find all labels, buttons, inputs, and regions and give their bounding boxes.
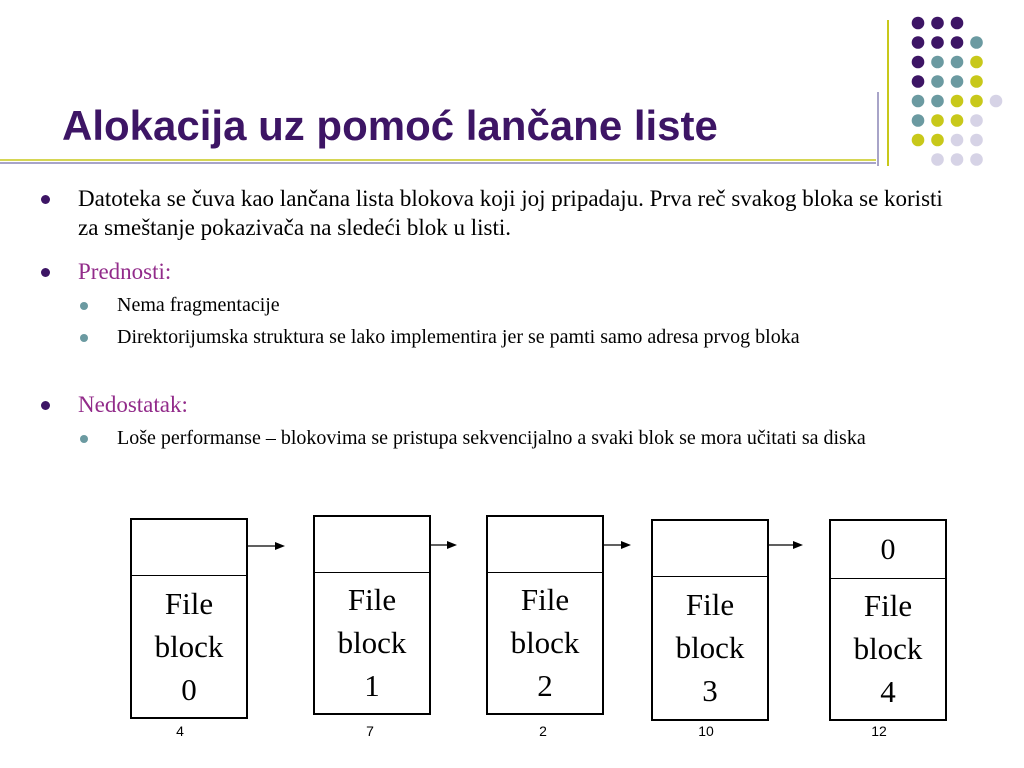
decor-dot (970, 153, 983, 166)
decor-dot (951, 75, 964, 88)
block-label-line: block (853, 631, 923, 666)
sub-bullet-dot (80, 302, 88, 310)
advantages-heading: Prednosti: (78, 259, 172, 284)
disadvantage-heading: Nedostatak: (78, 392, 188, 417)
decor-dot (970, 134, 983, 147)
decor-dot (970, 75, 983, 88)
decor-dot (912, 56, 925, 69)
decor-dot (912, 36, 925, 49)
block-address: 12 (871, 723, 887, 739)
sub-bullet-text: Direktorijumska struktura se lako implementira jer se pamti samo adresa prvog bloka (117, 326, 800, 348)
block-label-line: block (154, 628, 224, 664)
decor-dot (970, 36, 983, 49)
sub-bullet-dot (80, 334, 88, 342)
block-label-line: block (510, 625, 580, 660)
block-label (653, 576, 767, 719)
block-label-line: File (520, 582, 570, 617)
bullet-dot (41, 268, 50, 277)
block-number: 2 (537, 668, 553, 703)
decor-dot (951, 56, 964, 69)
decor-dot (931, 95, 944, 108)
pointer-field: 0 (831, 521, 945, 579)
file-block-4 (829, 519, 947, 721)
block-address: 10 (698, 723, 714, 739)
pointer-field (653, 521, 767, 577)
file-block-1 (313, 515, 431, 715)
decor-dot (951, 114, 964, 127)
sub-bullet-text: Nema fragmentacije (117, 294, 280, 316)
arrow-head (447, 541, 457, 549)
block-label-line: File (164, 585, 214, 621)
decor-dot (912, 95, 925, 108)
decor-dot (951, 95, 964, 108)
decorative-dot-grid (912, 17, 1003, 166)
block-address: 4 (176, 723, 184, 739)
block-number: 1 (364, 668, 380, 703)
bullet-text: Datoteka se čuva kao lančana lista blokova koji joj pripadaju. Prva reč svakog bloka se koristi za smeštanje pokazivača na sledeći blok u listi. (78, 186, 943, 240)
decor-dot (912, 17, 925, 30)
pointer-field (488, 517, 602, 573)
decor-dot (931, 56, 944, 69)
decor-dot (951, 17, 964, 30)
decor-dot (931, 17, 944, 30)
decor-dot (951, 153, 964, 166)
pointer-field (132, 520, 246, 576)
block-number: 4 (880, 674, 896, 709)
sub-bullet-dot (80, 435, 88, 443)
bullet-dot (41, 195, 50, 204)
decor-dot (970, 114, 983, 127)
decor-dot (970, 95, 983, 108)
block-label-line: block (675, 630, 745, 665)
block-address: 2 (539, 723, 547, 739)
decor-dot (912, 134, 925, 147)
bullet-dot (41, 401, 50, 410)
block-label-line: File (863, 588, 913, 623)
decor-dot (990, 95, 1003, 108)
decor-dot (931, 75, 944, 88)
decor-dot (912, 75, 925, 88)
decor-dot (931, 36, 944, 49)
file-block-3 (651, 519, 769, 721)
decor-dot (970, 56, 983, 69)
decor-dot (951, 36, 964, 49)
arrow-head (275, 542, 285, 550)
arrow-head (621, 541, 631, 549)
block-label (132, 575, 246, 717)
sub-bullet-text: Loše performanse – blokovima se pristupa sekvencijalno a svaki blok se mora učitati sa diska (117, 427, 866, 449)
file-block-2 (486, 515, 604, 715)
decor-dot (931, 134, 944, 147)
block-label-line: File (685, 587, 735, 622)
block-address: 7 (366, 723, 374, 739)
decor-dot (931, 153, 944, 166)
block-number: 3 (702, 673, 718, 708)
block-label (315, 572, 429, 713)
block-label-line: block (337, 625, 407, 660)
pointer-field (315, 517, 429, 573)
file-block-0 (130, 518, 248, 719)
decor-dot (931, 114, 944, 127)
arrow-head (793, 541, 803, 549)
decor-dot (951, 134, 964, 147)
block-number: 0 (181, 671, 197, 707)
block-label (831, 578, 945, 719)
block-label-line: File (347, 582, 397, 617)
slide-title: Alokacija uz pomoć lančane liste (62, 102, 718, 149)
block-label (488, 572, 602, 713)
decor-dot (912, 114, 925, 127)
